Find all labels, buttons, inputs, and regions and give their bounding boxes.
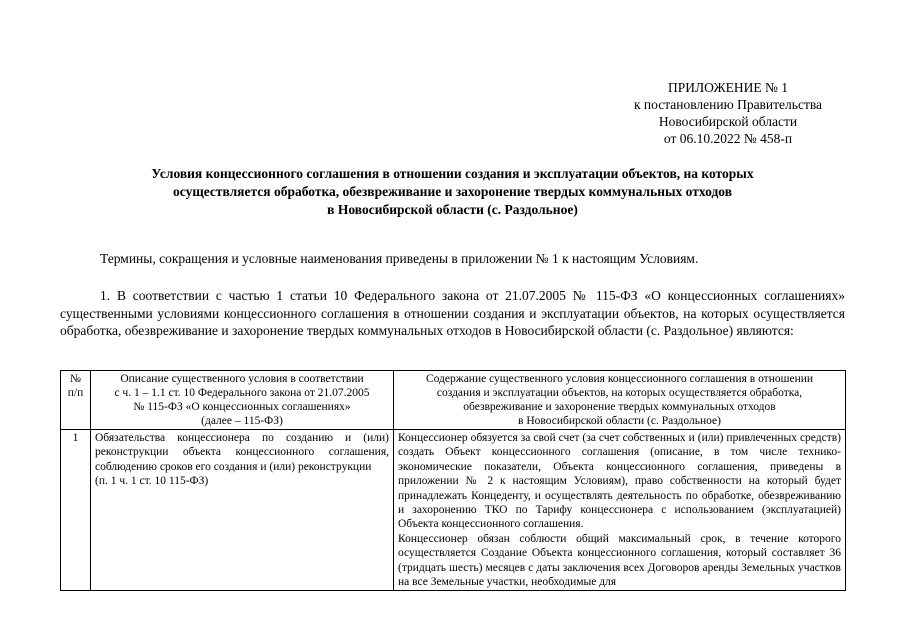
- header-content-line: Содержание существенного условия концессионного соглашения в отношении: [425, 373, 814, 385]
- row-description-reference: (п. 1 ч. 1 ст. 10 115-ФЗ): [95, 475, 209, 488]
- header-description-line: с ч. 1 – 1.1 ст. 10 Федерального закона от 21.07.2005: [114, 387, 370, 399]
- clause-1-paragraph: 1. В соответствии с частью 1 статьи 10 Федерального закона от 21.07.2005 № 115-ФЗ «О концессионных соглашениях» существенными условиями концессионного соглашения в отношении создания и эксплуатации объектов, на которых осуществляется обработка, обезвреживание и захоронение твердых коммунальных отходов в Новосибирской области (с. Раздольное) являются:: [60, 288, 845, 338]
- appendix-date-number: от 06.10.2022 № 458-п: [663, 131, 793, 146]
- header-content-line: обезвреживание и захоронение твердых коммунальных отходов: [463, 401, 776, 413]
- row-number: 1: [61, 430, 91, 591]
- row-description: [91, 430, 394, 591]
- row-content-paragraph-1: Концессионер обязуется за свой счет (за счет собственных и (или) привлеченных средств) создать Объект концессионного соглашения (описание, в том числе технико-экономические показатели, Объекта концессионного соглашения, приведены в приложении № 2 к настоящим Условиям), право собственности на который будет принадлежать Концеденту, и осуществлять деятельность по обработке, обезвреживанию и захоронению ТКО по Тарифу концессионера с использованием (эксплуатацией) Объекта концессионного соглашения.: [398, 432, 841, 531]
- table-row: [61, 430, 846, 591]
- header-content-line: в Новосибирской области (с. Раздольное): [518, 415, 721, 427]
- header-number-line: п/п: [67, 387, 84, 399]
- appendix-decree-ref: к постановлению Правительства: [633, 97, 823, 112]
- header-description: [91, 371, 394, 430]
- conditions-table: [60, 370, 846, 591]
- header-content: [394, 371, 846, 430]
- header-description-line: (далее – 115-ФЗ): [201, 415, 283, 427]
- title-line-1: Условия концессионного соглашения в отношении создания и эксплуатации объектов, на которых: [151, 166, 754, 181]
- row-content: [394, 430, 846, 591]
- terms-paragraph: Термины, сокращения и условные наименования приведены в приложении № 1 к настоящим Условиям.: [100, 251, 699, 266]
- table-header-row: [61, 371, 846, 430]
- title-line-2: осуществляется обработка, обезвреживание и захоронение твердых коммунальных отходов: [173, 184, 732, 199]
- header-number-line: №: [70, 373, 81, 385]
- header-content-line: создания и эксплуатации объектов, на которых осуществляется обработка,: [436, 387, 803, 399]
- appendix-header: [608, 79, 848, 147]
- row-content-paragraph-2: Концессионер обязан соблюсти общий максимальный срок, в течение которого осуществляется Создание Объекта концессионного соглашения, который составляет 36 (тридцать шесть) месяцев с даты заключения всех Договоров аренды Земельных участков на все Земельные участки, необходимые для: [398, 532, 841, 589]
- appendix-label: ПРИЛОЖЕНИЕ № 1: [667, 80, 789, 95]
- header-number: [61, 371, 91, 430]
- title-line-3: в Новосибирской области (с. Раздольное): [327, 202, 578, 217]
- appendix-region: Новосибирской области: [658, 114, 798, 129]
- header-description-line: № 115-ФЗ «О концессионных соглашениях»: [133, 401, 351, 413]
- row-description-text: Обязательства концессионера по созданию и (или) реконструкции объекта концессионного соглашения, соблюдению сроков его создания и (или) реконструкции: [95, 432, 389, 473]
- document-title: [60, 165, 845, 219]
- header-description-line: Описание существенного условия в соответствии: [120, 373, 364, 385]
